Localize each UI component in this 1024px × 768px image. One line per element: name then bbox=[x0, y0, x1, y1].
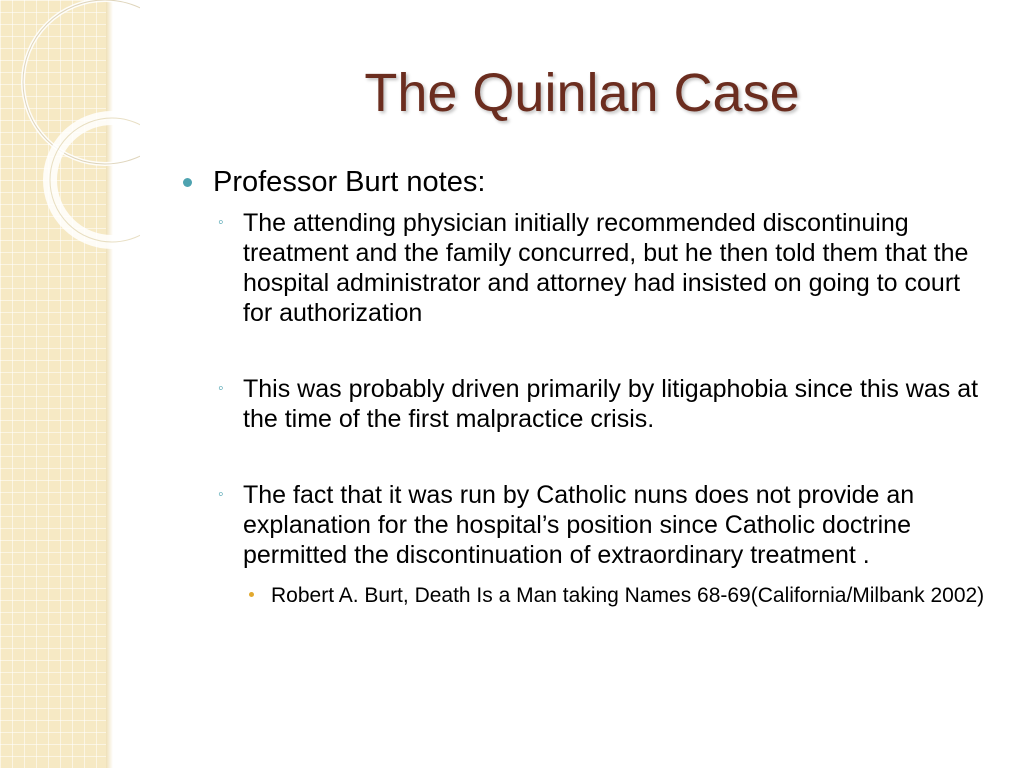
decorative-ring-large-outline bbox=[23, 0, 140, 164]
decorative-ring-large bbox=[23, 0, 140, 164]
decorative-ring-small bbox=[50, 118, 140, 242]
sub-bullet-text: The attending physician initially recommended discontinuing treatment and the family concurred, but he then told them that the hospital administrator and attorney had insisted on going to court for authorization bbox=[243, 209, 969, 327]
bullet-level1 bbox=[183, 164, 993, 200]
slide-body bbox=[183, 164, 993, 609]
hollow-circle-bullet-icon: ◦ bbox=[218, 486, 224, 503]
citation-text: Robert A. Burt, Death Is a Man taking Names 68-69(California/Milbank 2002) bbox=[271, 584, 985, 607]
sub-bullet-text: This was probably driven primarily by litigaphobia since this was at the time of the first malpractice crisis. bbox=[243, 375, 979, 433]
decorative-rings bbox=[0, 0, 140, 260]
sub-bullet-2 bbox=[213, 374, 993, 434]
hollow-circle-bullet-icon: ◦ bbox=[218, 380, 224, 397]
slide-title: The Quinlan Case bbox=[364, 63, 800, 123]
gold-dot-bullet-icon bbox=[249, 592, 254, 597]
sub-bullet-3 bbox=[213, 480, 993, 570]
hollow-circle-bullet-icon: ◦ bbox=[218, 214, 224, 231]
sub-bullet-text: The fact that it was run by Catholic nuns does not provide an explanation for the hospital’s position since Catholic doctrine permitted the discontinuation of extraordinary treatment . bbox=[243, 481, 915, 569]
teal-dot-bullet-icon bbox=[183, 178, 192, 187]
bullet-text: Professor Burt notes: bbox=[213, 166, 486, 198]
sub-bullet-1 bbox=[213, 208, 993, 328]
citation-bullet bbox=[243, 582, 993, 609]
